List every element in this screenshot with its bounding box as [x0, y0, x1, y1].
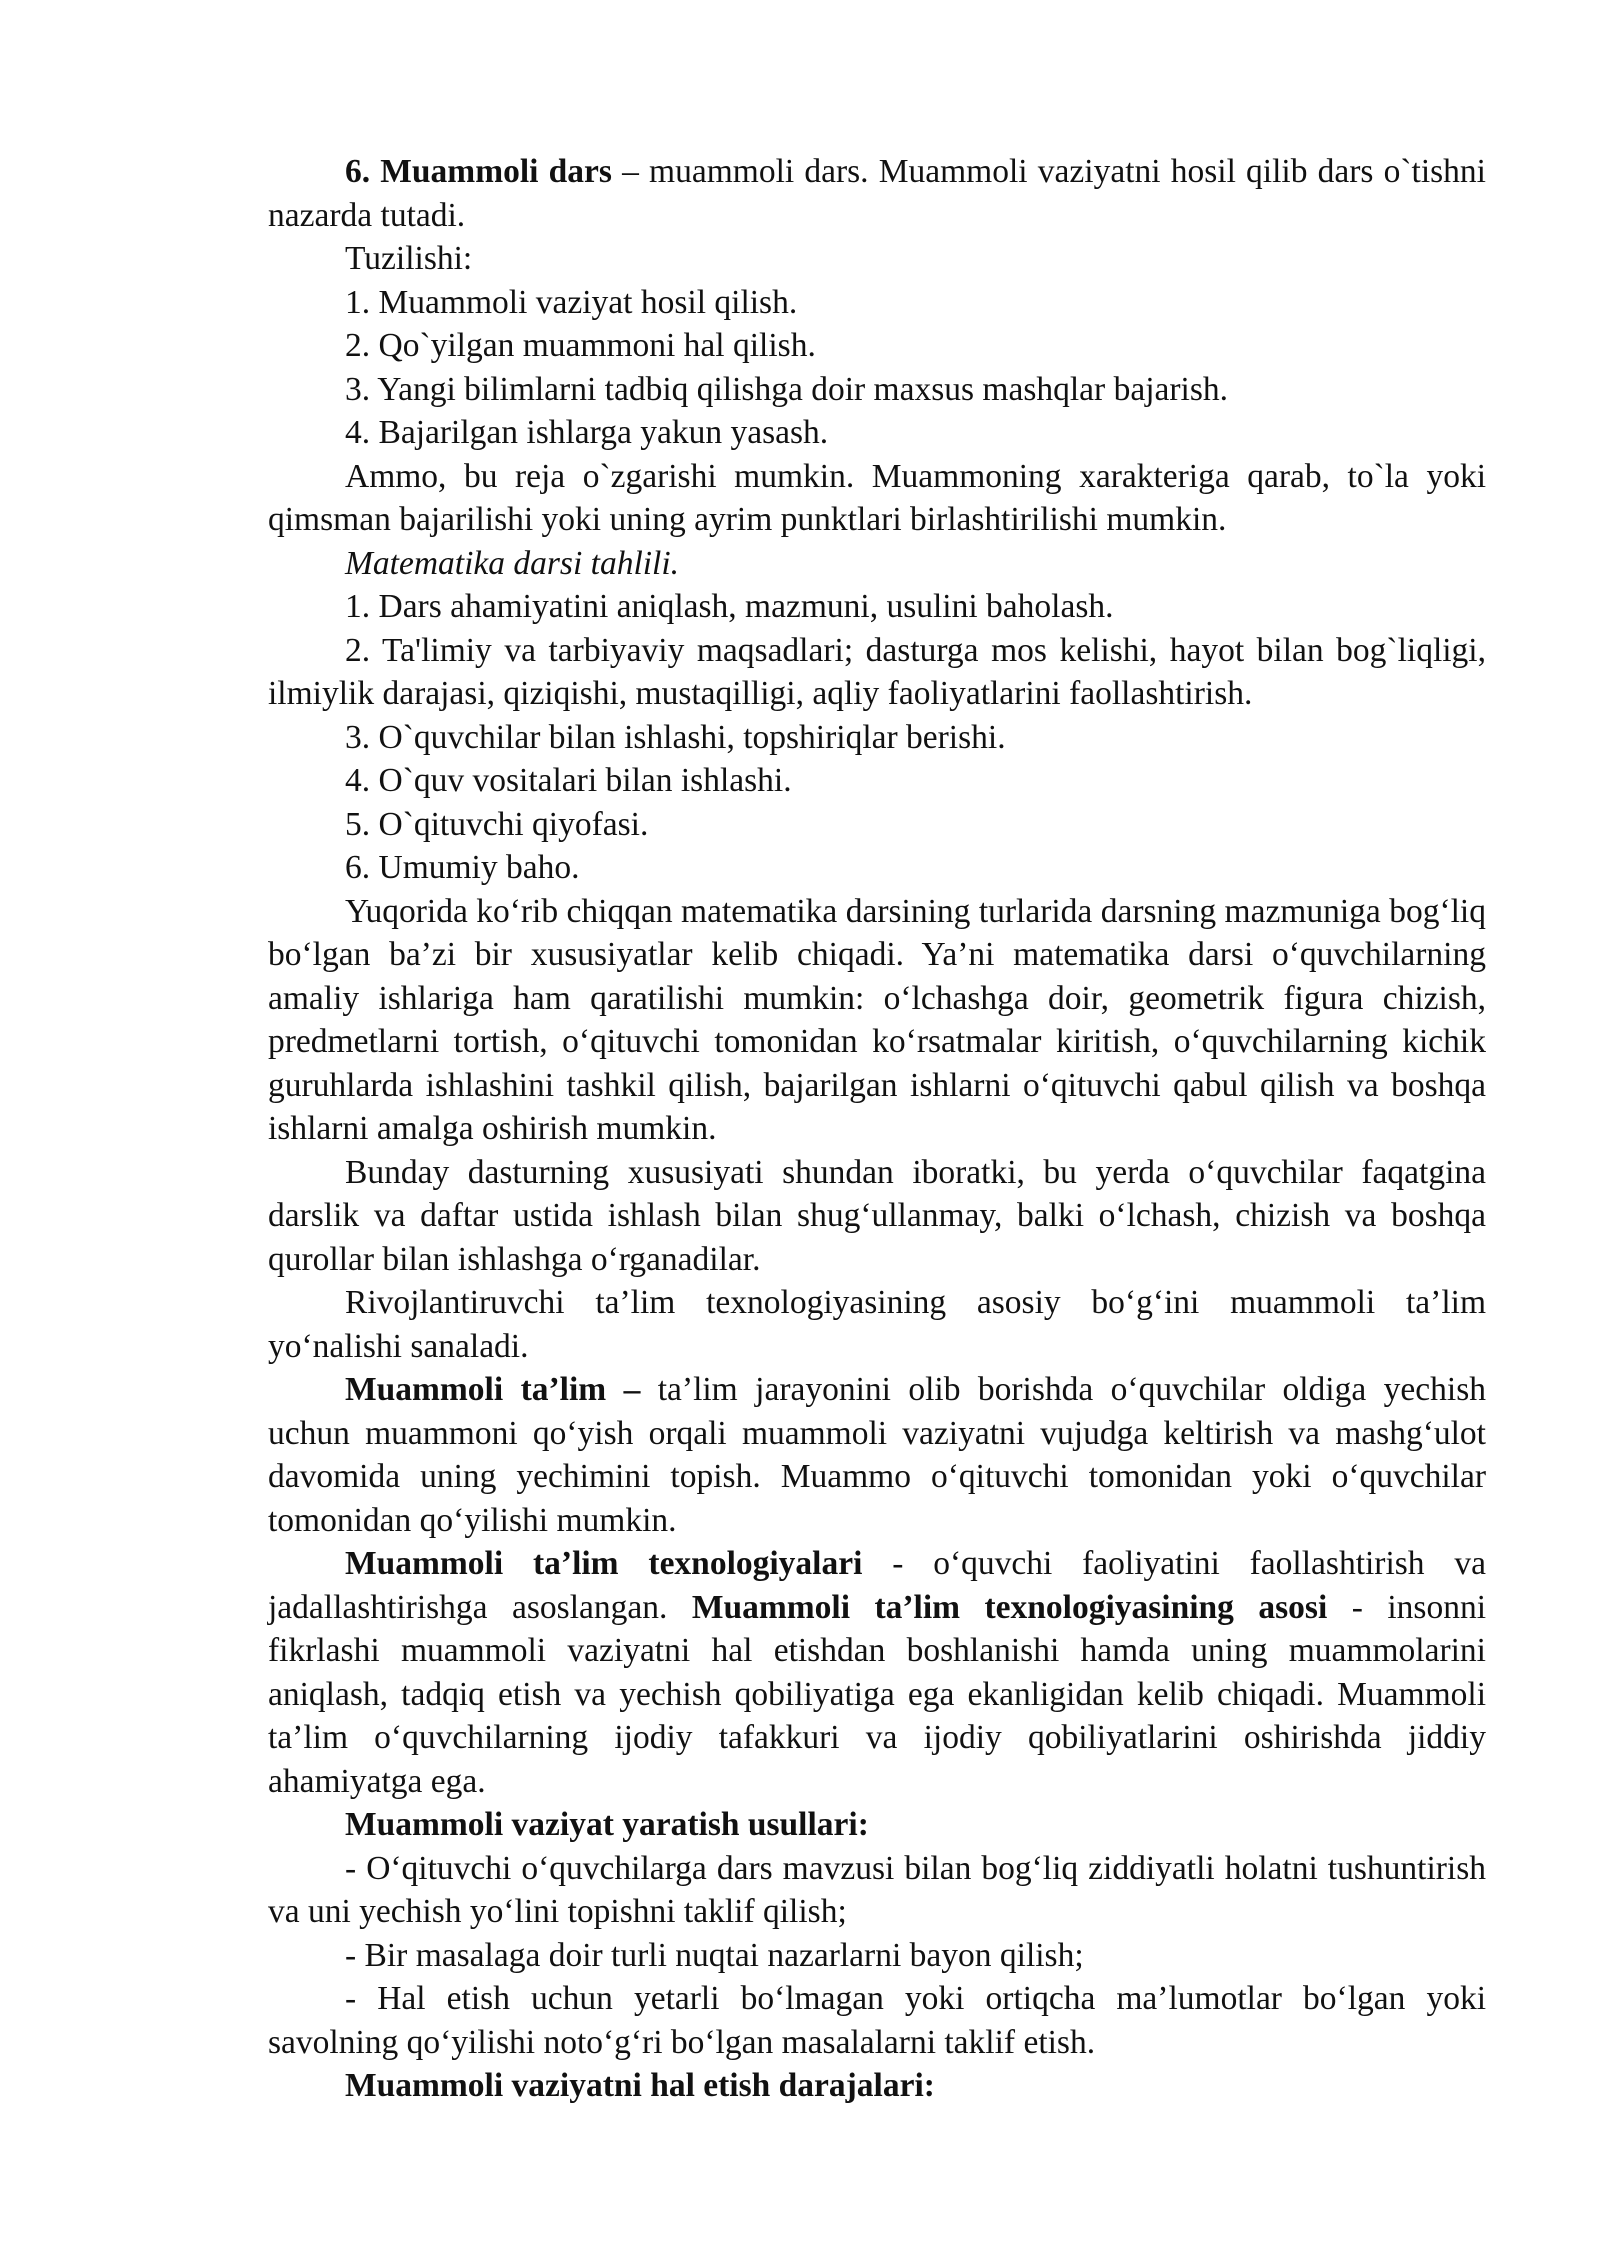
paragraph-lesson-features: Yuqorida ko‘rib chiqqan matematika darsining turlarida darsning mazmuniga bog‘liq bo‘lgan ba’zi bir xususiyatlar kelib chiqadi. Ya’ni matematika darsi o‘quvchilarning amaliy ishlariga ham qaratilishi mumkin: o‘lchashga doir, geometrik figura chizish, predmetlarni tortish, o‘qituvchi tomonidan ko‘rsatmalar kiritish, o‘quvchilarning kichik guruhlarda ishlashini tashkil qilish, bajarilgan ishlarni o‘qituvchi qabul qilish va boshqa ishlarni amalga oshirish mumkin.	[268, 892, 1486, 1147]
paragraph-problem-lesson	[268, 150, 1486, 237]
levels-title-text: Muammoli vaziyatni hal etish darajalari:	[345, 2067, 935, 2104]
paragraph-program-features: Bunday dasturning xususiyati shundan iboratki, bu yerda o‘quvchilar faqatgina darslik va daftar ustida ishlash bilan shug‘ullanmay, balki o‘lchash, chizish va boshqa qurollar bilan ishlashga o‘rganadilar.	[268, 1153, 1486, 1278]
structure-title: Tuzilishi:	[345, 240, 473, 277]
method-item: - O‘qituvchi o‘quvchilarga dars mavzusi bilan bog‘liq ziddiyatli holatni tushuntirish va uni yechish yo‘lini topishni taklif qilish;	[268, 1849, 1486, 1930]
method-item: - Hal etish uchun yetarli bo‘lmagan yoki ortiqcha ma’lumotlar bo‘lgan yoki savolning qo‘yilishi noto‘g‘ri bo‘lgan masalalarni taklif etish.	[268, 1980, 1486, 2061]
structure-item: 1. Muammoli vaziyat hosil qilish.	[345, 283, 798, 321]
structure-item: 4. Bajarilgan ishlarga yakun yasash.	[345, 414, 829, 451]
analysis-item: 6. Umumiy baho.	[345, 849, 580, 886]
analysis-title: Matematika darsi tahlili.	[345, 544, 680, 582]
methods-title	[268, 1803, 1486, 1847]
paragraph-developmental-education: Rivojlantiruvchi ta’lim texnologiyasining asosiy bo‘g‘ini muammoli ta’lim yo‘nalishi sanaladi.	[268, 1284, 1486, 1365]
paragraph-problem-technologies	[268, 1542, 1486, 1803]
technologies-term: Muammoli ta’lim texnologiyalari	[345, 1545, 863, 1582]
technology-basis-term: Muammoli ta’lim texnologiyasining asosi	[691, 1588, 1328, 1626]
method-item: - Bir masalaga doir turli nuqtai nazarlarni bayon qilish;	[345, 1936, 1084, 1974]
analysis-item: 2. Ta'limiy va tarbiyaviy maqsadlari; dasturga mos kelishi, hayot bilan bog`liqligi, ilmiylik darajasi, qiziqishi, mustaqilligi, aqliy faoliyatlarini faollashtirish.	[268, 631, 1486, 712]
problem-lesson-text: – muammoli dars. Muammoli vaziyatni hosil qilib dars o`tishni nazarda tutadi.	[268, 153, 1486, 234]
analysis-item: 1. Dars ahamiyatini aniqlash, mazmuni, usulini baholash.	[345, 588, 1114, 625]
analysis-item: 3. O`quvchilar bilan ishlashi, topshiriqlar berishi.	[345, 718, 1006, 756]
methods-title-text: Muammoli vaziyat yaratish usullari:	[345, 1806, 869, 1843]
structure-item: 2. Qo`yilgan muammoni hal qilish.	[345, 327, 816, 364]
document-page	[268, 150, 1486, 2108]
paragraph-problem-education	[268, 1368, 1486, 1542]
technologies-definition: - o‘quvchi faoliyatini faollashtirish va jadallashtirishga asoslangan.	[268, 1545, 1486, 1626]
analysis-item: 4. O`quv vositalari bilan ishlashi.	[345, 762, 792, 799]
problem-lesson-heading: 6. Muammoli dars	[345, 153, 612, 190]
levels-title	[268, 2064, 1486, 2108]
structure-item: 3. Yangi bilimlarni tadbiq qilishga doir maxsus mashqlar bajarish.	[345, 370, 1229, 408]
technology-basis-definition: - insonni fikrlashi muammoli vaziyatni hal etishdan boshlanishi hamda uning muammolarini aniqlash, tadqiq etish va yechish qobiliyatiga ega ekanligidan kelib chiqadi. Muammoli ta’lim o‘quvchilarning ijodiy tafakkuri va ijodiy qobiliyatlarini oshirishda jiddiy ahamiyatga ega.	[268, 1588, 1486, 1800]
analysis-item: 5. O`qituvchi qiyofasi.	[345, 805, 649, 843]
problem-education-term: Muammoli ta’lim –	[345, 1371, 641, 1408]
paragraph-plan-change: Ammo, bu reja o`zgarishi mumkin. Muammoning xarakteriga qarab, to`la yoki qimsman bajarilishi yoki uning ayrim punktlari birlashtirilishi mumkin.	[268, 457, 1486, 538]
problem-education-definition: ta’lim jarayonini olib borishda o‘quvchilar oldiga yechish uchun muammoni qo‘yish orqali muammoli vaziyatni vujudga keltirish va mashg‘ulot davomida uning yechimini topish. Muammo o‘qituvchi tomonidan yoki o‘quvchilar tomonidan qo‘yilishi mumkin.	[268, 1371, 1486, 1539]
